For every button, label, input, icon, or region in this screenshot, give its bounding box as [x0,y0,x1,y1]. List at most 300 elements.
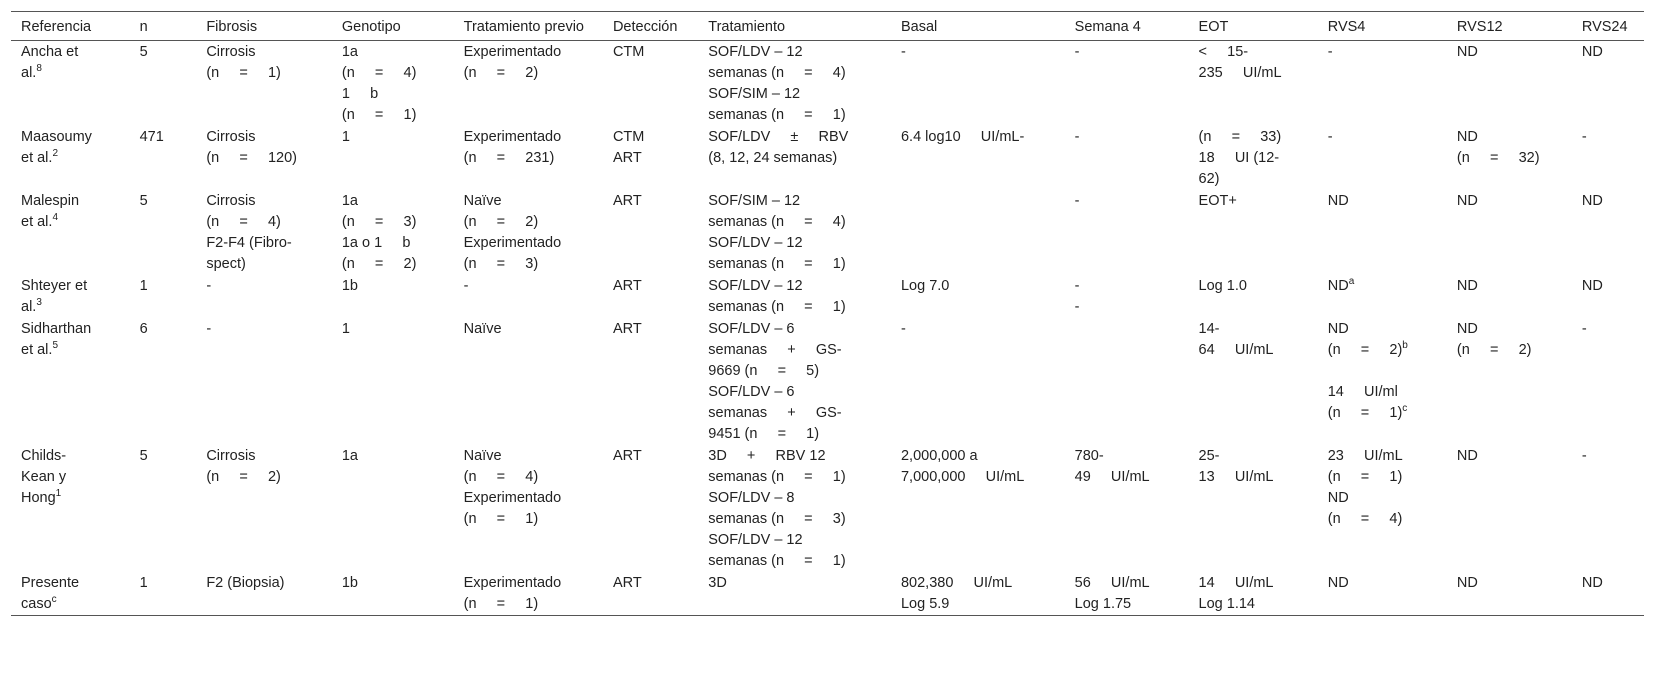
cell-basal [891,318,1065,445]
cell-text: 5 [139,448,148,464]
cell-line [140,276,189,297]
cell-line [464,233,595,254]
cell-line [613,42,690,63]
cell-fibrosis [196,318,332,445]
col-header-tratamiento: Tratamiento [708,19,786,35]
cell-text: 1a [341,193,358,209]
cell-basal [891,572,1065,616]
cell-line [21,63,122,84]
cell-text: al. [21,299,37,315]
header-row [11,12,1644,41]
cell-line [708,403,883,424]
cell-line [1199,573,1310,594]
cell-line [1199,42,1310,63]
cell-eot [1189,190,1318,275]
cell-line [708,530,883,551]
cell-line [1457,446,1564,467]
cell-tratamiento [698,190,891,275]
cell-tratamiento [698,572,891,616]
cell-text: SOF/LDV – 12 [708,532,803,548]
cell-text [1075,321,1079,337]
cell-text: ND [1581,44,1603,60]
cell-line [708,191,883,212]
cell-text: < 15- [1198,44,1249,60]
cell-line [1075,594,1181,615]
cell-line [21,319,122,340]
cell-text: 6 [139,321,148,337]
cell-n [130,41,197,127]
cell-line [708,254,883,275]
cell-line [206,212,324,233]
cell-line [708,297,883,318]
cell-line [342,63,446,84]
cell-text: semanas + GS- [708,405,842,421]
cell-rvs24 [1572,41,1644,127]
cell-line [1328,509,1439,530]
cell-text: 2,000,000 a [900,448,978,464]
cell-line [21,212,122,233]
cell-text: SOF/LDV – 6 [708,321,795,337]
cell-line [1328,467,1439,488]
cell-line [21,446,122,467]
cell-line [708,42,883,63]
cell-line [206,467,324,488]
cell-line [1582,446,1636,467]
cell-line [901,127,1057,148]
cell-text: - [1074,299,1080,315]
cell-text: 6.4 log10 UI/mL- [900,129,1025,145]
cell-text: (n = 1) [1327,469,1403,485]
cell-line [901,276,1057,297]
cell-line [21,42,122,63]
cell-line [708,148,883,169]
cell-text: 780- [1074,448,1104,464]
cell-line [21,276,122,297]
cell-text: SOF/LDV – 12 [708,235,803,251]
cell-text: EOT+ [1198,193,1237,209]
cell-line [1075,319,1181,340]
cell-line [206,148,324,169]
cell-text: et al. [21,214,53,230]
cell-line [708,488,883,509]
cell-line [140,573,189,594]
cell-text: 64 UI/mL [1198,342,1274,358]
cell-referencia [11,275,130,318]
cell-line [708,233,883,254]
cell-text: SOF/LDV – 12 [708,44,803,60]
cell-line [21,148,122,169]
cell-n [130,445,197,572]
cell-line [1199,467,1310,488]
cell-text: ND [1327,278,1349,294]
cell-line [1457,276,1564,297]
cell-rvs24 [1572,445,1644,572]
cell-text: SOF/LDV – 12 [708,278,803,294]
cell-line [1075,276,1181,297]
cell-text: (n = 2) [463,214,539,230]
cell-semana4 [1065,318,1189,445]
cell-line [342,84,446,105]
cell-line [1328,191,1439,212]
cell-line [1328,488,1439,509]
cell-basal [891,126,1065,190]
cell-text: Ancha et [21,44,79,60]
cell-text: ART [612,193,642,209]
cell-line [1582,276,1636,297]
cell-text: Naïve [463,448,502,464]
cell-line [206,276,324,297]
footnote-superscript: 2 [52,148,58,160]
cell-text: ART [612,575,642,591]
cell-line [206,446,324,467]
footnote-superscript: 3 [36,297,42,309]
cell-fibrosis [196,572,332,616]
cell-text: CTM [612,129,645,145]
cell-tratamiento [698,318,891,445]
cell-genotipo [332,318,454,445]
cell-text: Experimentado [463,490,562,506]
cell-line [1199,446,1310,467]
table-row [11,41,1644,127]
cell-line [1328,573,1439,594]
cell-line [206,127,324,148]
cell-line [1199,276,1310,297]
cell-line [1457,573,1564,594]
cell-text: 14- [1198,321,1220,337]
cell-text: F2 (Biopsia) [206,575,285,591]
cell-text: - [900,321,906,337]
cell-line [1199,191,1310,212]
cell-line [342,212,446,233]
cell-line [708,84,883,105]
cell-line [342,254,446,275]
cell-eot [1189,318,1318,445]
cell-genotipo [332,126,454,190]
cell-line [206,319,324,340]
cell-line [464,63,595,84]
col-header-fibrosis: Fibrosis [206,19,258,35]
cell-rvs4 [1318,190,1447,275]
cell-text: 23 UI/mL [1327,448,1403,464]
cell-text: Log 7.0 [900,278,950,294]
cell-line [21,340,122,361]
cell-line [342,42,446,63]
cell-text: 1 [341,321,350,337]
cell-line [206,233,324,254]
cell-line [1457,319,1564,340]
cell-line [21,467,122,488]
cell-deteccion [603,572,698,616]
cell-text: (n = 4) [206,214,281,230]
cell-line [1328,42,1439,63]
cell-deteccion [603,190,698,275]
cell-basal [891,41,1065,127]
cell-text: (n = 2) [341,256,417,272]
hcv-treatment-table [11,11,1644,616]
cell-line [1199,63,1310,84]
cell-referencia [11,41,130,127]
cell-text: al. [21,65,37,81]
cell-text: - [1581,321,1587,337]
col-header-genotipo: Genotipo [341,19,401,35]
cell-text: - [900,44,906,60]
cell-line [21,127,122,148]
cell-text: (n = 32) [1456,150,1540,166]
cell-line [708,361,883,382]
cell-genotipo [332,41,454,127]
cell-tratamiento-previo [454,275,603,318]
cell-semana4 [1065,190,1189,275]
footnote-superscript: a [1348,276,1355,288]
cell-referencia [11,126,130,190]
col-header-rvs12: RVS12 [1456,19,1503,35]
cell-line [708,105,883,126]
cell-line [206,573,324,594]
cell-text: caso [21,596,52,612]
cell-genotipo [332,572,454,616]
cell-line [708,212,883,233]
cell-text: Shteyer et [21,278,88,294]
cell-fibrosis [196,41,332,127]
cell-eot [1189,41,1318,127]
cell-text: - [1327,129,1333,145]
cell-text: (n = 1) [463,596,539,612]
cell-line [464,488,595,509]
cell-line [342,233,446,254]
cell-rvs24 [1572,275,1644,318]
cell-line [708,424,883,445]
cell-text: Naïve [463,193,502,209]
cell-n [130,572,197,616]
cell-referencia [11,572,130,616]
cell-line [1328,319,1439,340]
cell-text: 1b [341,278,358,294]
cell-n [130,190,197,275]
cell-text: (n = 120) [206,150,297,166]
cell-tratamiento-previo [454,126,603,190]
cell-line [1075,42,1181,63]
cell-line [1075,467,1181,488]
cell-text: 3D + RBV 12 [708,448,826,464]
cell-text: SOF/SIM – 12 [708,86,801,102]
cell-line [464,191,595,212]
cell-text: Experimentado [463,575,562,591]
cell-text: Naïve [463,321,502,337]
cell-line [901,42,1057,63]
cell-line [464,509,595,530]
cell-text: 1 b [341,86,379,102]
cell-tratamiento-previo [454,190,603,275]
cell-line [342,127,446,148]
footnote-superscript: 4 [52,212,58,224]
cell-line [140,446,189,467]
cell-line [613,319,690,340]
cell-text [1328,363,1332,379]
cell-text: ART [612,448,642,464]
cell-text: (n = 2) [206,469,281,485]
cell-line [21,297,122,318]
cell-text: 13 UI/mL [1198,469,1274,485]
footnote-superscript: 8 [36,63,42,75]
cell-line [1328,382,1439,403]
cell-text: (n = 2) [1456,342,1532,358]
cell-text: et al. [21,342,53,358]
table-row [11,572,1644,616]
cell-line [708,127,883,148]
cell-line [1582,42,1636,63]
cell-fibrosis [196,126,332,190]
cell-fibrosis [196,275,332,318]
table-row [11,445,1644,572]
cell-line [1199,127,1310,148]
cell-line [1199,594,1310,615]
cell-text: Log 1.14 [1198,596,1255,612]
cell-text: Cirrosis [206,129,256,145]
cell-line [206,191,324,212]
cell-text: 1a [341,44,358,60]
cell-line [1328,276,1439,297]
cell-text: Cirrosis [206,44,256,60]
cell-text: 9451 (n = 1) [708,426,820,442]
cell-tratamiento-previo [454,318,603,445]
cell-line [1075,446,1181,467]
cell-text: Maasoumy [21,129,92,145]
cell-n [130,126,197,190]
cell-text: 7,000,000 UI/mL [900,469,1025,485]
cell-text: ND [1456,44,1478,60]
cell-text: ND [1327,321,1349,337]
cell-line [1199,319,1310,340]
cell-semana4 [1065,445,1189,572]
cell-line [613,446,690,467]
cell-line [464,319,595,340]
cell-basal [891,275,1065,318]
cell-deteccion [603,275,698,318]
cell-line [1328,361,1439,382]
cell-line [206,63,324,84]
cell-line [1328,340,1439,361]
cell-text: SOF/SIM – 12 [708,193,801,209]
cell-text: (n = 231) [463,150,555,166]
footnote-superscript: 5 [52,340,58,352]
cell-text: (n = 1) [206,65,281,81]
cell-text: 49 UI/mL [1074,469,1150,485]
cell-line [708,467,883,488]
cell-line [613,573,690,594]
cell-text: 5 [139,44,148,60]
cell-genotipo [332,275,454,318]
cell-line [1582,191,1636,212]
footnote-superscript: 1 [55,488,62,500]
cell-line [708,509,883,530]
cell-deteccion [603,126,698,190]
cell-rvs4 [1318,318,1447,445]
cell-text: CTM [612,44,645,60]
cell-line [708,340,883,361]
cell-tratamiento-previo [454,41,603,127]
cell-text: 18 UI (12- [1198,150,1280,166]
cell-text: (n = 4) [463,469,539,485]
cell-line [21,191,122,212]
cell-line [21,573,122,594]
cell-text: ND [1581,575,1603,591]
cell-text: Experimentado [463,44,562,60]
cell-text: 235 UI/mL [1198,65,1282,81]
cell-text: Presente [21,575,80,591]
cell-line [708,551,883,572]
cell-line [1075,191,1181,212]
cell-line [1457,42,1564,63]
cell-text: ND [1456,278,1478,294]
cell-rvs4 [1318,126,1447,190]
footnote-superscript: c [51,594,57,606]
table-container [11,11,1644,616]
cell-semana4 [1065,275,1189,318]
cell-text: (n = 1) [463,511,539,527]
cell-text: 25- [1198,448,1220,464]
cell-line [901,594,1057,615]
cell-text: - [206,321,212,337]
cell-text: Experimentado [463,129,562,145]
cell-text: (n = 2) [463,65,539,81]
cell-text: ART [612,150,642,166]
cell-eot [1189,572,1318,616]
cell-text: Log 1.0 [1198,278,1247,294]
cell-text: (n = 4) [341,65,417,81]
cell-line [464,276,595,297]
cell-line [613,127,690,148]
cell-rvs4 [1318,572,1447,616]
cell-basal [891,190,1065,275]
cell-text: (8, 12, 24 semanas) [708,150,838,166]
col-header-basal: Basal [900,19,938,35]
cell-text: Experimentado [463,235,562,251]
cell-line [464,573,595,594]
footnote-superscript: c [1402,403,1408,415]
cell-rvs24 [1572,572,1644,616]
cell-line [21,488,122,509]
cell-text: Malespin [21,193,80,209]
cell-text: SOF/LDV ± RBV [708,129,849,145]
cell-line [1075,297,1181,318]
cell-text: ND [1456,448,1478,464]
cell-text [901,193,905,209]
cell-line [708,63,883,84]
col-header-referencia: Referencia [21,19,92,35]
cell-line [342,276,446,297]
cell-text: Childs- [21,448,67,464]
cell-text: 14 UI/ml [1327,384,1398,400]
cell-line [1457,340,1564,361]
cell-rvs4 [1318,41,1447,127]
col-header-n: n [139,19,148,35]
cell-line [901,319,1057,340]
cell-rvs12 [1447,445,1572,572]
cell-line [140,191,189,212]
cell-line [140,42,189,63]
cell-text: semanas (n = 3) [708,511,846,527]
cell-text: 1 [341,129,350,145]
cell-text: semanas (n = 4) [708,65,846,81]
cell-tratamiento-previo [454,572,603,616]
cell-rvs12 [1447,190,1572,275]
cell-rvs12 [1447,318,1572,445]
cell-eot [1189,126,1318,190]
cell-line [1582,127,1636,148]
cell-text: 9669 (n = 5) [708,363,820,379]
cell-fibrosis [196,445,332,572]
cell-text: 5 [139,193,148,209]
